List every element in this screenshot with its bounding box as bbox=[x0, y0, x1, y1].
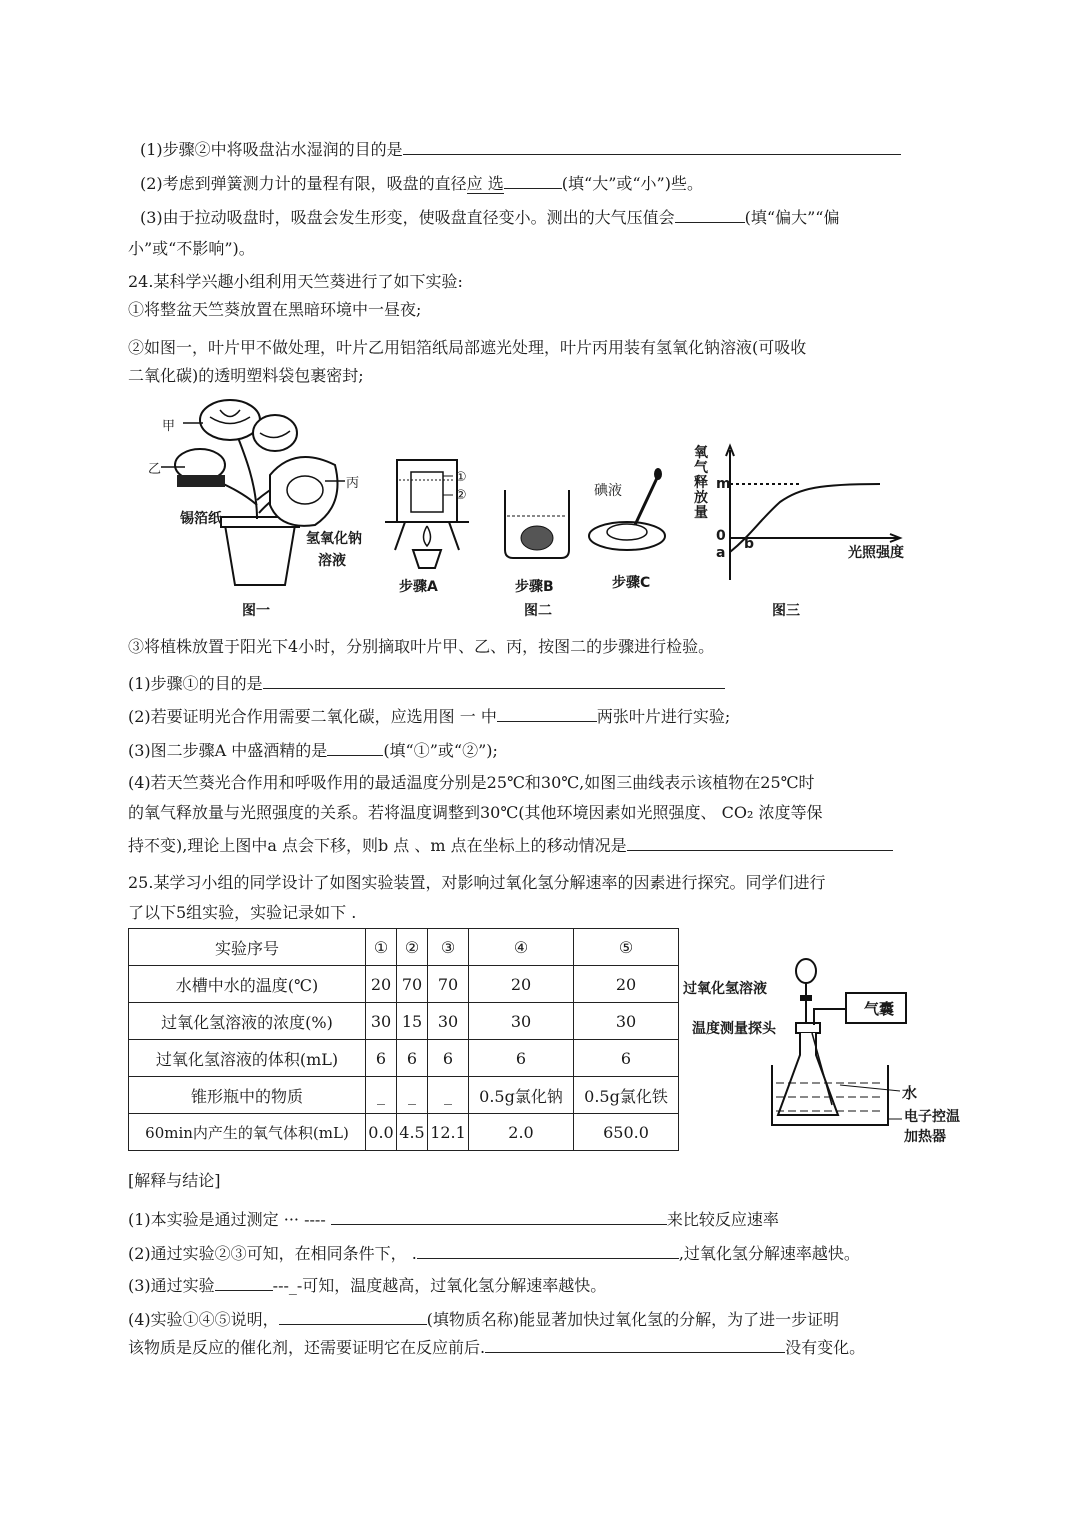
label-probe: 温度测量探头 bbox=[692, 1021, 776, 1037]
table-row: 过氧化氢溶液的体积(mL) 6 6 6 6 6 bbox=[129, 1040, 679, 1077]
q23-line3: (3)由于拉动吸盘时，吸盘会发生形变，使吸盘直径变小。测出的大气压值会 (填“偏大”“偏 bbox=[140, 204, 839, 229]
label-water: 水 bbox=[902, 1084, 918, 1102]
label-yi: 乙 bbox=[148, 462, 162, 477]
answer-blank[interactable] bbox=[675, 204, 745, 223]
caption-fig2: 图二 bbox=[524, 603, 552, 619]
q25-c3: (3)通过实验 ---_-可知，温度越高，过氧化氢分解速率越快。 bbox=[128, 1272, 606, 1297]
label-xlabel: 光照强度 bbox=[848, 545, 904, 561]
leaf-bing bbox=[287, 476, 323, 504]
leaf-c bbox=[607, 524, 647, 540]
answer-blank[interactable] bbox=[279, 1306, 427, 1325]
leaf-b bbox=[521, 526, 553, 550]
dropper bbox=[635, 478, 657, 525]
table-row: 锥形瓶中的物质 _ _ _ 0.5g氯化钠 0.5g氯化铁 bbox=[129, 1077, 679, 1114]
q25-title2: 了以下5组实验，实验记录如下 . bbox=[128, 903, 357, 922]
answer-blank[interactable] bbox=[403, 136, 901, 155]
conclusion-heading: [解释与结论] bbox=[128, 1171, 221, 1190]
answer-blank[interactable] bbox=[215, 1272, 273, 1291]
leaf-jia bbox=[200, 400, 260, 440]
q24-q4c: 持不变),理论上图中a 点会下移，则b 点 、m 点在坐标上的移动情况是 bbox=[128, 832, 893, 857]
caption-fig3: 图三 bbox=[772, 603, 800, 619]
label-naoh1: 氢氧化钠 bbox=[306, 531, 362, 547]
q23-line4: 小”或“不影响”)。 bbox=[128, 239, 255, 258]
inner-beaker bbox=[411, 472, 443, 512]
figure-3-graph bbox=[690, 440, 920, 590]
q25-c1: (1)本实验是通过测定 ··· ---- 来比较反应速率 bbox=[128, 1206, 779, 1231]
q24-q1: (1)步骤①的目的是 bbox=[128, 670, 725, 695]
table-row: 实验序号 ① ② ③ ④ ⑤ bbox=[129, 929, 679, 966]
answer-blank[interactable] bbox=[627, 832, 893, 851]
q24-step2b: 二氧化碳)的透明塑料袋包裹密封; bbox=[128, 366, 364, 385]
q24-step2a: ②如图一，叶片甲不做处理，叶片乙用铝箔纸局部遮光处理，叶片丙用装有氢氧化钠溶液(可吸收 bbox=[128, 338, 807, 357]
q24-q3: (3)图二步骤A 中盛酒精的是 (填“①”或“②”); bbox=[128, 737, 498, 762]
table-row: 过氧化氢溶液的浓度(%) 30 15 30 30 30 bbox=[129, 1003, 679, 1040]
answer-blank[interactable] bbox=[504, 170, 562, 189]
label-zero: 0 bbox=[716, 528, 726, 544]
foil bbox=[177, 475, 225, 487]
label-naoh2: 溶液 bbox=[318, 553, 346, 569]
label-bing: 丙 bbox=[346, 476, 360, 491]
q25-c4a: (4)实验①④⑤说明， (填物质名称)能显著加快过氧化氢的分解，为了进一步证明 bbox=[128, 1306, 839, 1331]
label-a: a bbox=[716, 545, 726, 561]
answer-blank[interactable] bbox=[417, 1240, 679, 1259]
label-iodine: 碘液 bbox=[594, 483, 622, 499]
q24-q2: (2)若要证明光合作用需要二氧化碳，应选用图 一 中 两张叶片进行实验; bbox=[128, 703, 730, 728]
label-stepA: 步骤A bbox=[399, 579, 438, 595]
pot bbox=[225, 525, 295, 585]
label-b: b bbox=[744, 536, 755, 552]
q24-q4b: 的氧气释放量与光照强度的关系。若将温度调整到30℃(其他环境因素如光照强度、 CO₂ 浓度等保 bbox=[128, 803, 823, 822]
label-stepC: 步骤C bbox=[612, 575, 651, 591]
label-c2: ② bbox=[455, 488, 467, 503]
q23-line1: (1)步骤②中将吸盘沾水湿润的目的是 bbox=[140, 136, 901, 161]
q25-c4b: 该物质是反应的催化剂，还需要证明它在反应前后. 没有变化。 bbox=[128, 1334, 865, 1359]
label-heater2: 加热器 bbox=[904, 1129, 946, 1145]
answer-blank[interactable] bbox=[485, 1334, 785, 1353]
answer-blank[interactable] bbox=[331, 1206, 667, 1225]
label-h2o2: 过氧化氢溶液 bbox=[683, 981, 767, 997]
burner bbox=[413, 550, 441, 568]
q23-line2: (2)考虑到弹簧测力计的量程有限，吸盘的直径应 选 (填“大”或“小”)些。 bbox=[140, 170, 703, 195]
caption-fig1: 图一 bbox=[242, 603, 270, 619]
q24-step1: ①将整盆天竺葵放置在黑暗环境中一昼夜; bbox=[128, 300, 422, 319]
q25-c2: (2)通过实验②③可知，在相同条件下， . ,过氧化氢分解速率越快。 bbox=[128, 1240, 860, 1265]
separatory-funnel bbox=[796, 959, 816, 983]
stem bbox=[235, 430, 257, 519]
experiment-table bbox=[128, 928, 679, 1151]
answer-blank[interactable] bbox=[263, 670, 725, 689]
q24-step3: ③将植株放置于阳光下4小时，分别摘取叶片甲、乙、丙，按图二的步骤进行检验。 bbox=[128, 637, 715, 656]
table-row: 水槽中水的温度(℃) 20 70 70 20 20 bbox=[129, 966, 679, 1003]
label-jia: 甲 bbox=[162, 419, 176, 434]
label-m: m bbox=[716, 476, 731, 492]
table-row: 60min内产生的氧气体积(mL) 0.0 4.5 12.1 2.0 650.0 bbox=[129, 1114, 679, 1151]
flame bbox=[424, 526, 431, 546]
label-c1: ① bbox=[455, 470, 467, 485]
figure-2-steps bbox=[385, 450, 685, 580]
q24-q4a: (4)若天竺葵光合作用和呼吸作用的最适温度分别是25℃和30℃,如图三曲线表示该植物在25℃时 bbox=[128, 773, 815, 792]
answer-blank[interactable] bbox=[497, 703, 597, 722]
label-ylabel: 氧 气 释 放 量 bbox=[694, 445, 708, 521]
q25-title1: 25.某学习小组的同学设计了如图实验装置，对影响过氧化氢分解速率的因素进行探究。同学们进行 bbox=[128, 873, 826, 892]
label-gasbag: 气囊 bbox=[864, 1000, 895, 1018]
label-stepB: 步骤B bbox=[515, 579, 554, 595]
answer-blank[interactable] bbox=[327, 737, 383, 756]
conical-flask bbox=[778, 1033, 838, 1115]
label-foil: 锡箔纸 bbox=[180, 511, 222, 527]
label-heater1: 电子控温 bbox=[904, 1109, 960, 1125]
q24-title: 24.某科学兴趣小组利用天竺葵进行了如下实验: bbox=[128, 272, 463, 291]
stopper bbox=[796, 1023, 820, 1033]
